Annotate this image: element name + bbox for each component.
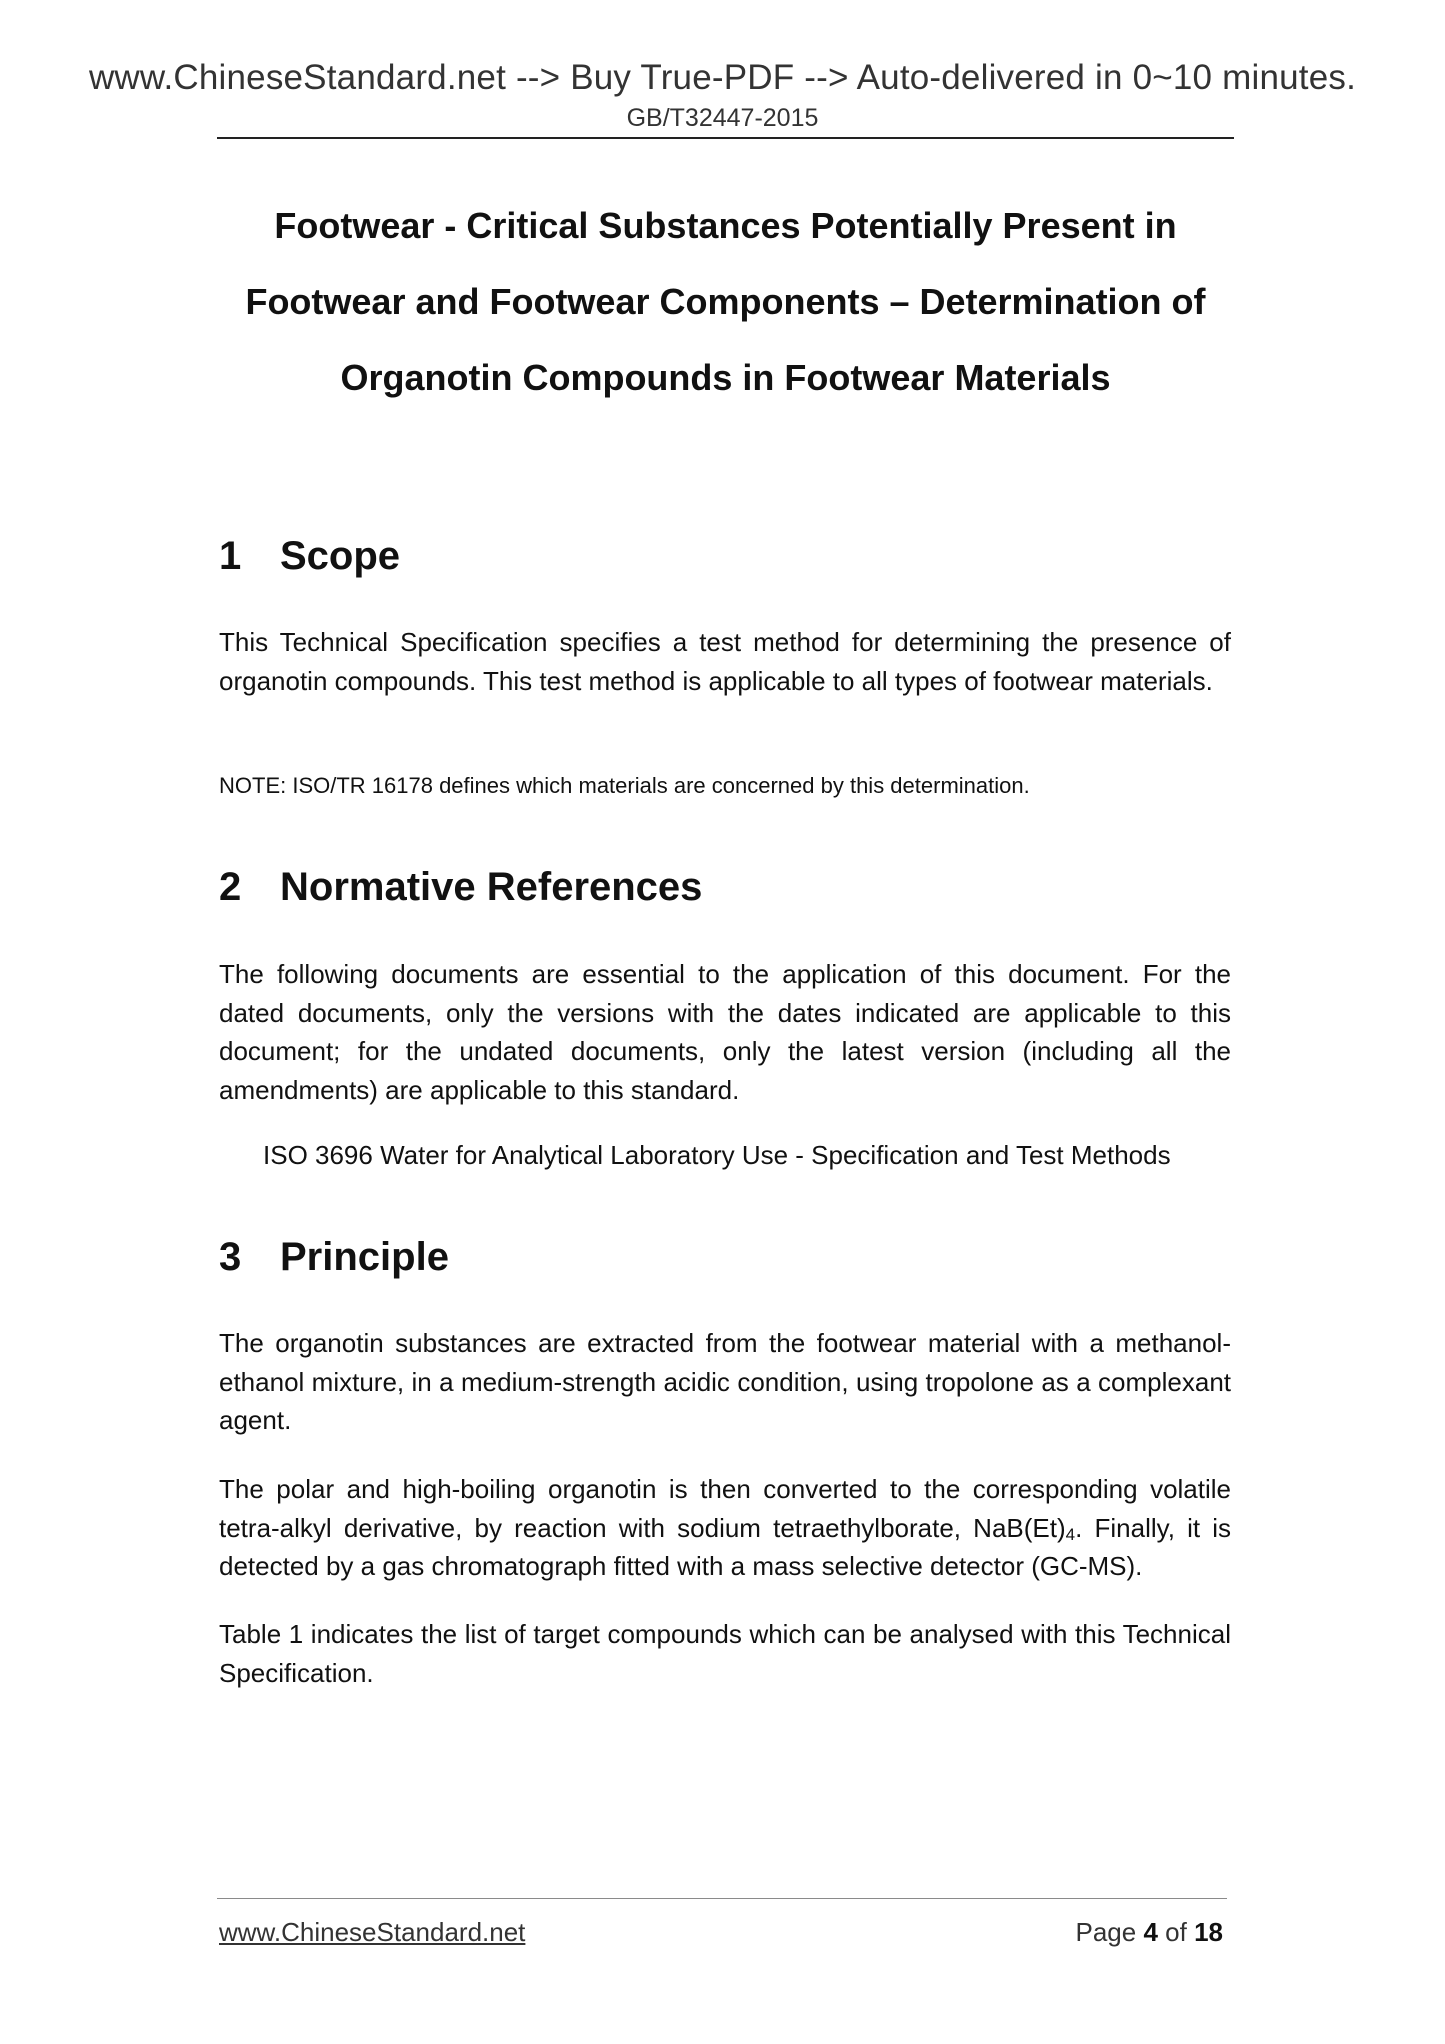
section-heading-scope xyxy=(219,532,400,580)
section-number: 1 xyxy=(219,534,242,578)
header-divider xyxy=(217,137,1234,139)
section-title: Principle xyxy=(280,1235,449,1279)
scope-paragraph: This Technical Specification specifies a test method for determining the presence of organotin compounds. This test method is applicable to all types of footwear materials. xyxy=(219,627,1231,696)
title-line: Footwear and Footwear Components – Determination of xyxy=(245,281,1206,322)
page-of: of xyxy=(1165,1917,1187,1947)
references-paragraph: The following documents are essential to the application of this document. For the dated documents, only the versions with the dates indicated are applicable to this document; for the undated documents, only the latest version (including all the amendments) are applicable to this standard. xyxy=(219,959,1231,1105)
section-heading-references xyxy=(219,863,702,911)
footer-website-link[interactable]: www.ChineseStandard.net xyxy=(219,1917,526,1947)
principle-paragraph-3: Table 1 indicates the list of target compounds which can be analysed with this Technical Specification. xyxy=(219,1619,1231,1688)
principle-text: The polar and high-boiling organotin is then converted to the corresponding volatile tetra-alkyl derivative, by reaction with sodium tetraethylborate, NaB(Et) xyxy=(219,1474,1231,1543)
section-number: 2 xyxy=(219,865,242,909)
page-indicator xyxy=(1075,1917,1223,1948)
section-heading-principle xyxy=(219,1233,449,1281)
subscript: 4 xyxy=(1065,1524,1076,1544)
standard-code: GB/T32447-2015 xyxy=(626,104,819,132)
principle-paragraph-2 xyxy=(219,1470,1231,1586)
title-line: Footwear - Critical Substances Potentially Present in xyxy=(274,205,1177,246)
reference-item: ISO 3696 Water for Analytical Laboratory Use - Specification and Test Methods xyxy=(263,1140,1171,1170)
title-line: Organotin Compounds in Footwear Materials xyxy=(340,357,1111,398)
principle-paragraph-1: The organotin substances are extracted from the footwear material with a methanol-ethanol mixture, in a medium-strength acidic condition, using tropolone as a complexant agent. xyxy=(219,1328,1231,1435)
footer-divider xyxy=(217,1898,1227,1899)
section-number: 3 xyxy=(219,1235,242,1279)
page-total: 18 xyxy=(1194,1917,1223,1947)
page-label: Page xyxy=(1075,1917,1137,1947)
scope-note: NOTE: ISO/TR 16178 defines which materials are concerned by this determination. xyxy=(219,773,1030,798)
principle-text: . Finally, it is detected by a gas chromatograph fitted with a mass selective detector (GC-MS). xyxy=(219,1512,1231,1581)
section-title: Normative References xyxy=(280,865,703,909)
section-title: Scope xyxy=(280,534,401,578)
page-current: 4 xyxy=(1143,1917,1158,1947)
document-title xyxy=(217,188,1234,416)
header-banner: www.ChineseStandard.net --> Buy True-PDF --> Auto-delivered in 0~10 minutes. xyxy=(88,58,1357,97)
